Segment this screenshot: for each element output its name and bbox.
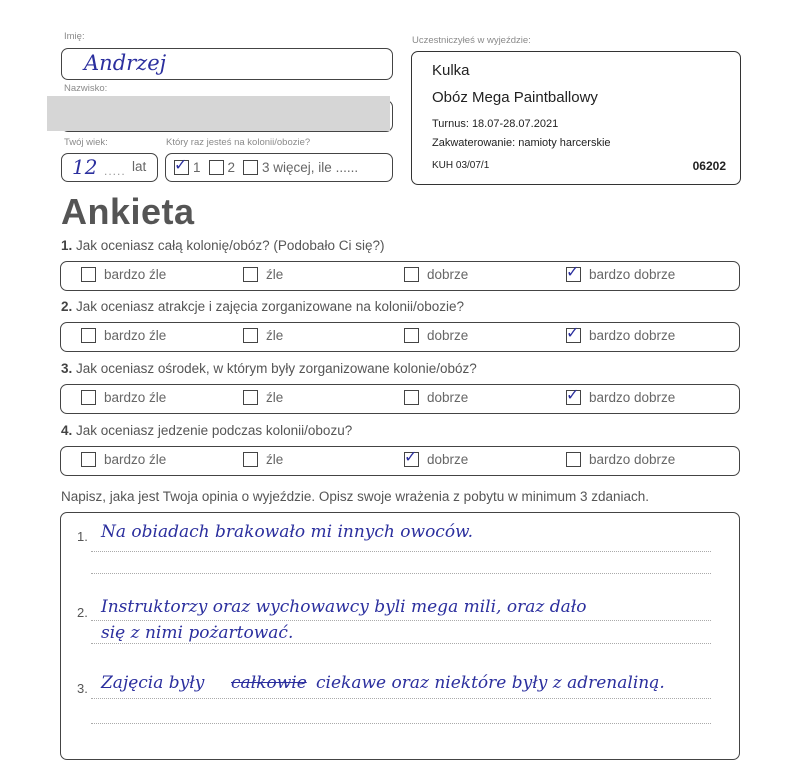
visit-label: Który raz jesteś na kolonii/obozie?	[166, 137, 311, 148]
visit-checkbox-1[interactable]	[174, 155, 189, 175]
guide-line	[91, 573, 711, 574]
answer-label: źle	[266, 390, 284, 405]
opinion-line-3b: ciekawe oraz niektóre były z adrenaliną.	[316, 673, 665, 693]
guide-line	[91, 620, 711, 621]
answer-checkbox[interactable]	[243, 390, 258, 405]
question-text: Jak oceniasz jedzenie podczas kolonii/obozu?	[76, 423, 353, 438]
guide-line	[91, 698, 711, 699]
question-text: Jak oceniasz atrakcje i zajęcia zorganizowane na kolonii/obozie?	[76, 299, 465, 314]
answer-checkbox[interactable]	[566, 262, 581, 282]
question-2-answers	[60, 322, 740, 352]
answer-option[interactable]	[81, 267, 166, 282]
check-mark-icon: ✓	[566, 323, 580, 342]
opinion-box	[60, 512, 740, 760]
opinion-struck-word: całkowie	[231, 673, 307, 693]
camp-stamp	[411, 51, 741, 185]
name-label: Imię:	[64, 31, 85, 42]
check-mark-icon: ✓	[566, 262, 580, 281]
answer-option[interactable]	[243, 267, 283, 282]
stamp-number: 06202	[692, 159, 726, 173]
opinion-num-3: 3.	[77, 681, 88, 696]
answer-checkbox[interactable]	[404, 267, 419, 282]
answer-label: dobrze	[427, 452, 469, 467]
answer-option[interactable]	[404, 267, 468, 282]
redaction-block	[47, 96, 390, 131]
stamp-turnus: Turnus: 18.07-28.07.2021	[432, 118, 559, 130]
guide-line	[91, 723, 711, 724]
answer-option[interactable]	[404, 447, 469, 467]
stamp-line-2: Obóz Mega Paintballowy	[432, 89, 598, 106]
question-number: 4.	[61, 423, 73, 438]
age-unit: lat	[132, 159, 147, 174]
question-1-answers	[60, 261, 740, 291]
answer-label: dobrze	[427, 267, 469, 282]
check-mark-icon: ✓	[566, 385, 580, 404]
answer-option[interactable]	[243, 452, 283, 467]
answer-label: bardzo dobrze	[589, 390, 676, 405]
answer-checkbox[interactable]	[404, 447, 419, 467]
answer-label: źle	[266, 452, 284, 467]
stamp-line-1: Kulka	[432, 62, 470, 79]
visit-option-2: 2	[227, 160, 236, 175]
answer-checkbox[interactable]	[404, 328, 419, 343]
opinion-line-2b: się z nimi pożartować.	[101, 623, 294, 643]
opinion-line-1: Na obiadach brakowało mi innych owoców.	[101, 522, 473, 542]
age-field[interactable]	[61, 153, 158, 182]
guide-line	[91, 551, 711, 552]
answer-label: dobrze	[427, 328, 469, 343]
answer-label: bardzo źle	[104, 328, 167, 343]
question-1-text	[61, 238, 384, 253]
answer-checkbox[interactable]	[243, 328, 258, 343]
answer-checkbox[interactable]	[566, 452, 581, 467]
opinion-num-1: 1.	[77, 529, 88, 544]
question-number: 2.	[61, 299, 73, 314]
answer-option[interactable]	[404, 390, 468, 405]
visit-option-3: 3 więcej, ile ......	[262, 160, 359, 175]
check-mark-icon: ✓	[404, 447, 418, 466]
question-text: Jak oceniasz ośrodek, w którym były zorganizowane kolonie/obóz?	[76, 361, 477, 376]
check-mark-icon: ✓	[174, 155, 188, 174]
answer-option[interactable]	[81, 328, 166, 343]
answer-label: bardzo źle	[104, 267, 167, 282]
answer-checkbox[interactable]	[243, 267, 258, 282]
answer-checkbox[interactable]	[243, 452, 258, 467]
question-4-text	[61, 423, 352, 438]
answer-label: bardzo dobrze	[589, 328, 676, 343]
answer-label: źle	[266, 328, 284, 343]
answer-checkbox[interactable]	[81, 267, 96, 282]
answer-option[interactable]	[404, 328, 468, 343]
answer-option[interactable]	[566, 452, 675, 467]
surname-label: Nazwisko:	[64, 83, 108, 94]
question-number: 3.	[61, 361, 73, 376]
opinion-line-2a: Instruktorzy oraz wychowawcy byli mega mili, oraz dało	[101, 597, 587, 617]
answer-label: bardzo dobrze	[589, 452, 676, 467]
answer-label: źle	[266, 267, 284, 282]
guide-line	[91, 643, 711, 644]
answer-checkbox[interactable]	[81, 390, 96, 405]
opinion-num-2: 2.	[77, 605, 88, 620]
answer-option[interactable]	[566, 323, 676, 343]
question-4-answers	[60, 446, 740, 476]
age-label: Twój wiek:	[64, 137, 108, 148]
answer-checkbox[interactable]	[81, 452, 96, 467]
visit-option-1: 1	[193, 160, 201, 175]
question-number: 1.	[61, 238, 73, 253]
name-value: Andrzej	[84, 51, 167, 75]
visit-checkbox-3[interactable]	[243, 160, 258, 175]
answer-option[interactable]	[566, 262, 676, 282]
question-2-text	[61, 299, 464, 314]
answer-option[interactable]	[566, 385, 676, 405]
answer-checkbox[interactable]	[566, 323, 581, 343]
answer-option[interactable]	[81, 452, 166, 467]
answer-option[interactable]	[243, 328, 283, 343]
stamp-zakwaterowanie: Zakwaterowanie: namioty harcerskie	[432, 137, 611, 149]
name-field[interactable]	[61, 48, 393, 80]
answer-label: bardzo źle	[104, 390, 167, 405]
answer-label: bardzo dobrze	[589, 267, 676, 282]
answer-option[interactable]	[81, 390, 166, 405]
answer-option[interactable]	[243, 390, 283, 405]
question-text: Jak oceniasz całą kolonię/obóz? (Podobało Ci się?)	[76, 238, 385, 253]
visit-field[interactable]	[165, 153, 393, 182]
answer-label: dobrze	[427, 390, 469, 405]
stamp-code: KUH 03/07/1	[432, 160, 490, 171]
survey-title: Ankieta	[61, 191, 195, 232]
age-dots: .....	[104, 164, 126, 178]
question-3-text	[61, 361, 477, 376]
age-value: 12	[72, 155, 98, 179]
opinion-prompt: Napisz, jaka jest Twoja opinia o wyjeździe. Opisz swoje wrażenia z pobytu w minimum 3 zdaniach.	[61, 489, 650, 504]
opinion-line-3a: Zajęcia były	[101, 673, 205, 693]
visit-checkbox-2[interactable]	[209, 160, 224, 175]
answer-checkbox[interactable]	[404, 390, 419, 405]
answer-checkbox[interactable]	[81, 328, 96, 343]
answer-checkbox[interactable]	[566, 385, 581, 405]
participants-label: Uczestniczyłeś w wyjeździe:	[412, 35, 531, 46]
answer-label: bardzo źle	[104, 452, 167, 467]
question-3-answers	[60, 384, 740, 414]
